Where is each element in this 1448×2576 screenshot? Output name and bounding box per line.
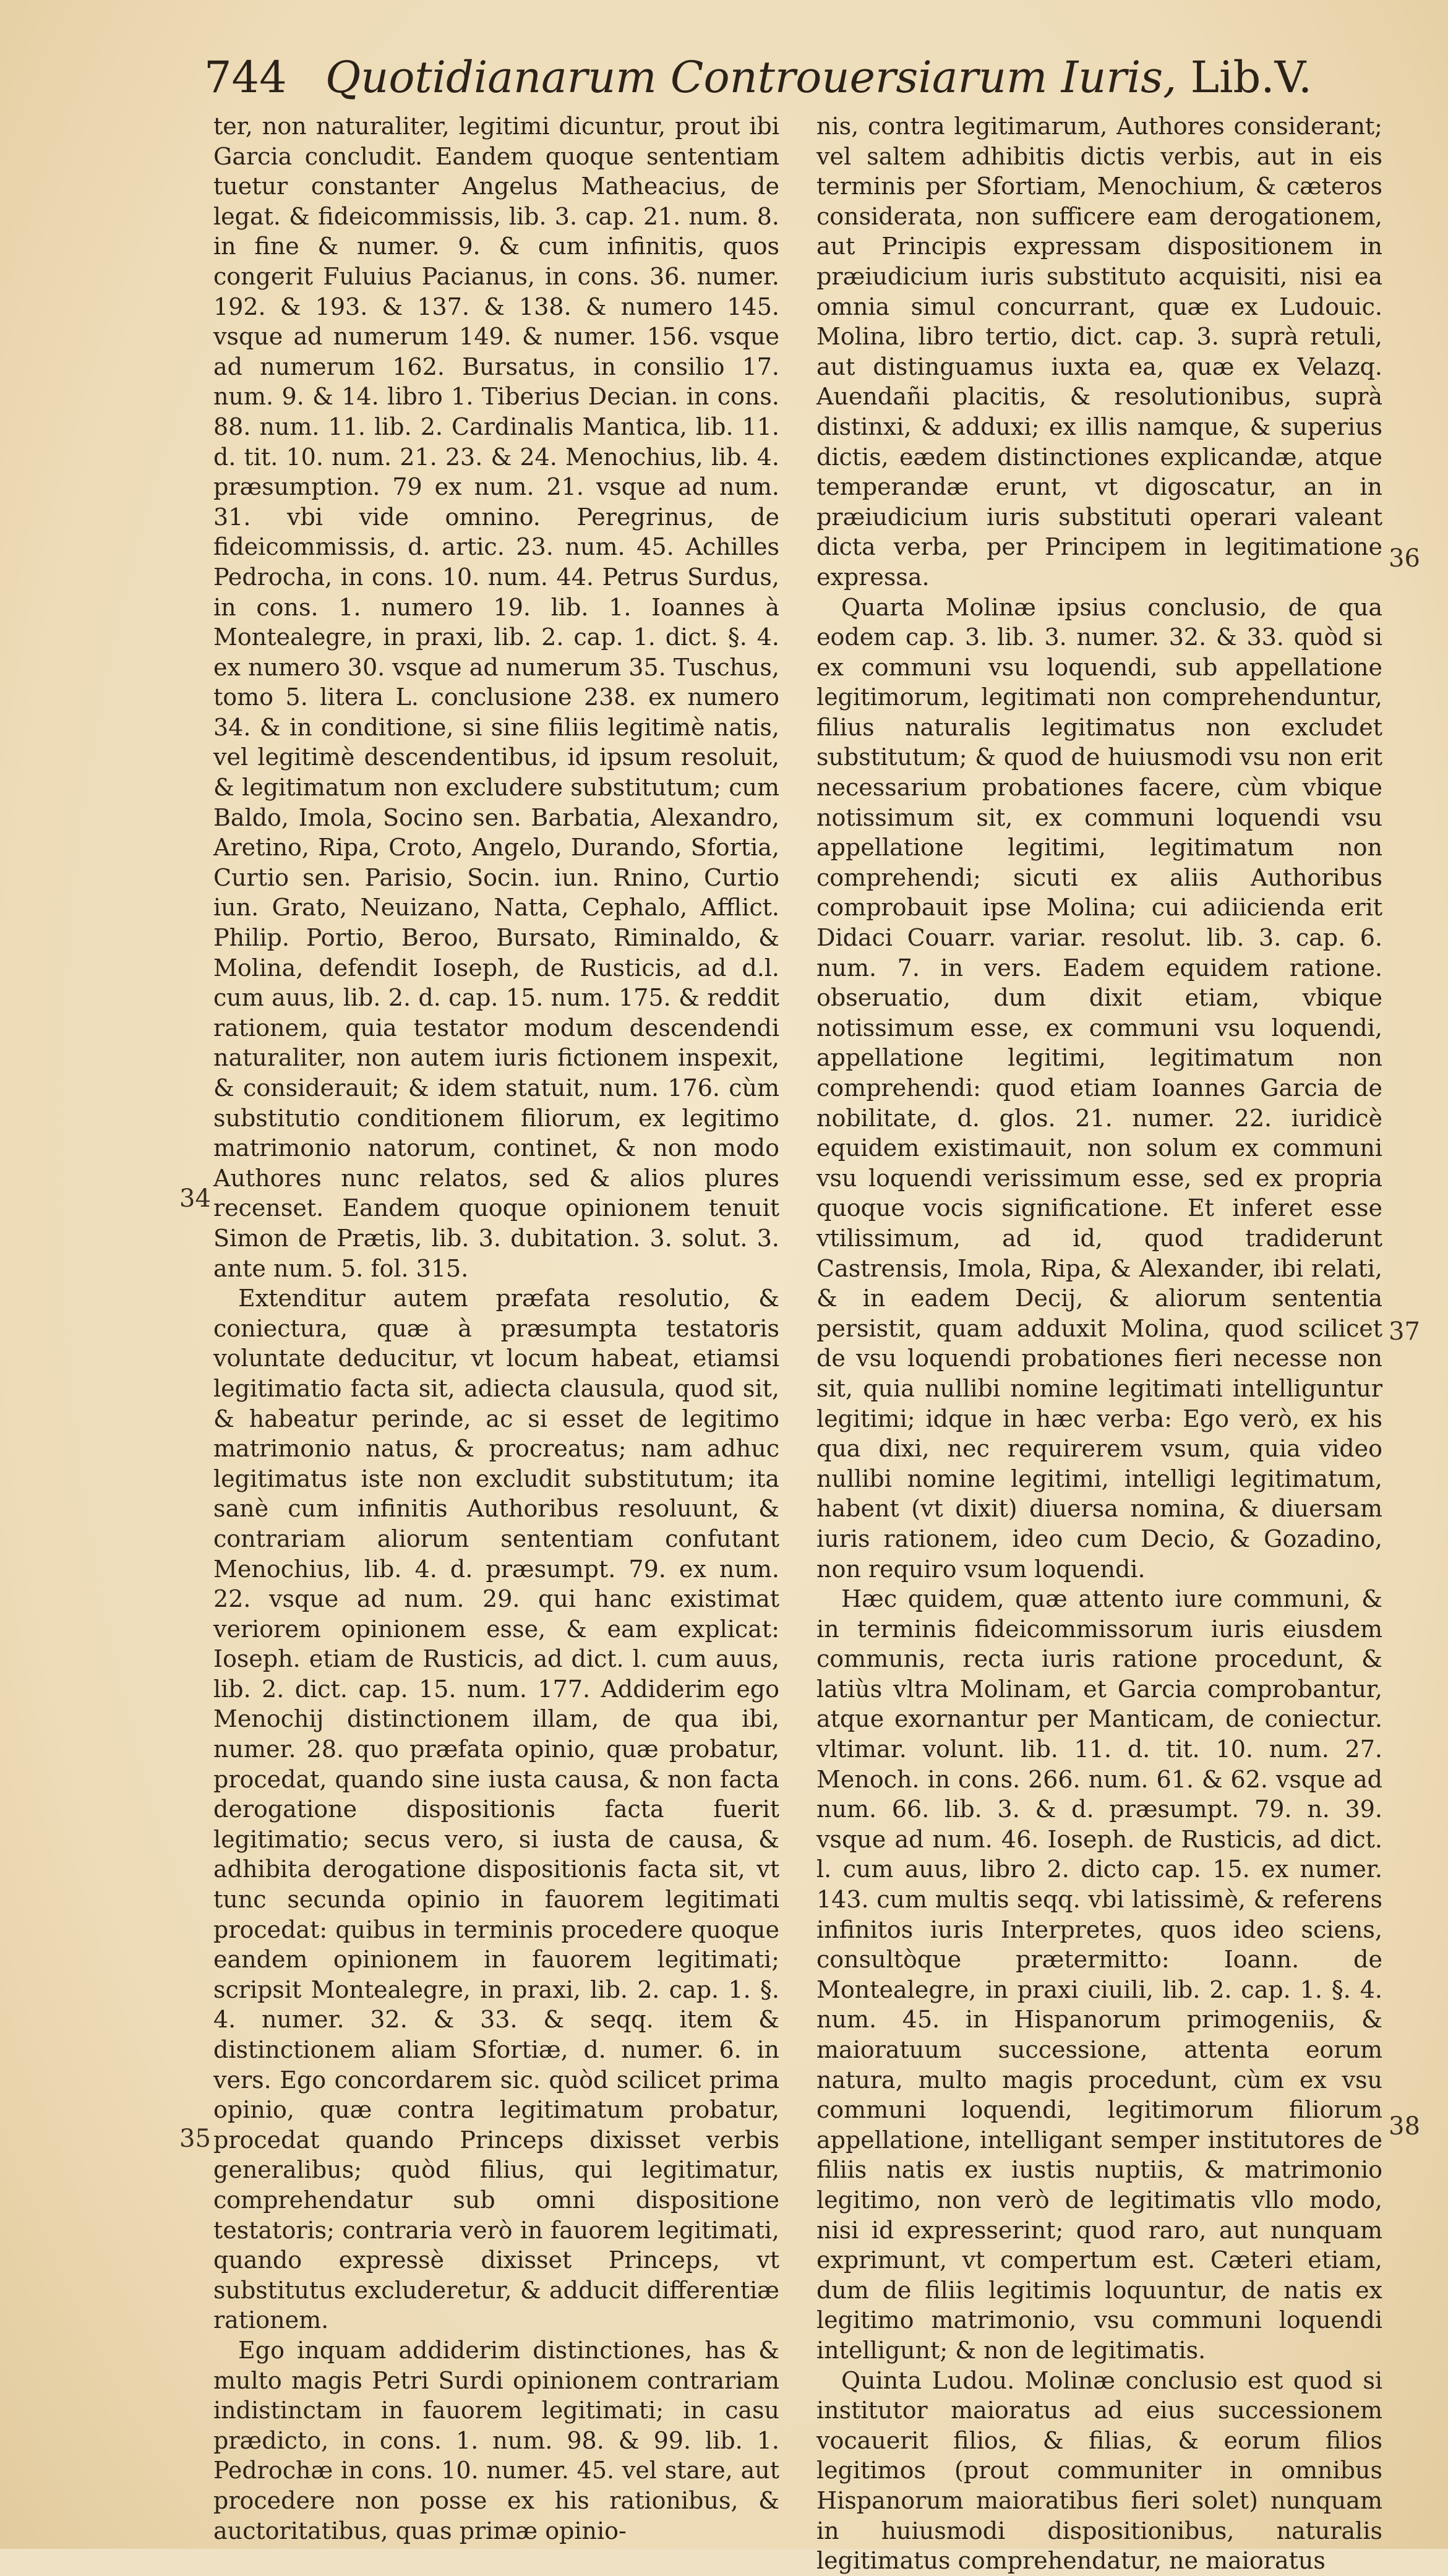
left-paragraph: ter, non naturaliter, legitimi dicuntur, prout ibi Garcia concludit. Eandem quoque sententiam tuetur constanter Angelus Matheacius, de legat. & fideicommissis, lib. 3. cap. 21. num. 8. in fine & numer. 9. & cum infinitis, quos congerit Fuluius Pacianus, in cons. 36. numer. 192. & 193. & 137. & 138. & numero 145. vsque ad numerum 149. & numer. 156. vsque ad numerum 162. Bursatus, in consilio 17. num. 9. & 14. libro 1. Tiberius Decian. in cons. 88. num. 11. lib. 2. Cardinalis Mantica, lib. 11. d. tit. 10. num. 21. 23. & 24. Menochius, lib. 4. præsumption. 79 ex num. 21. vsque ad num. 31. vbi vide omnino. Peregrinus, de fideicommissis, d. artic. 23. num. 45. Achilles Pedrocha, in cons. 10. num. 44. Petrus Surdus, in cons. 1. numero 19. lib. 1. Ioannes à Montealegre, in praxi, lib. 2. cap. 1. dict. §. 4. ex numero 30. vsque ad numerum 35. Tuschus, tomo 5. litera L. conclusione 238. ex numero 34. & in conditione, si sine filiis legitimè natis, vel legitimè descendentibus, id ipsum resoluit, & legitimatum non excludere substitutum; cum Baldo, Imola, Socino sen. Barbatia, Alexandro, Aretino, Ripa, Croto, Angelo, Durando, Sfortia, Curtio sen. Parisio, Socin. iun. Rnino, Curtio iun. Grato, Neuizano, Natta, Cephalo, Afflict. Philip. Portio, Beroo, Bursato, Riminaldo, & Molina, defendit Ioseph, de Rusticis, ad d.l. cum auus, lib. 2. d. cap. 15. num. 175. & reddit rationem, quia testator modum descendendi naturaliter, non autem iuris fictionem inspexit, & considerauit; & idem statuit, num. 176. cùm substitutio conditionem filiorum, ex legitimo matrimonio natorum, continet, & non modo Authores nunc relatos, sed & alios plures recenset. Eandem quoque opinionem tenuit Simon de Prætis, lib. 3. dubitation. 3. solut. 3. ante num. 5. fol. 315. (213, 113, 779, 1282)
margin-number: 36 (1389, 544, 1420, 573)
margin-number: 37 (1389, 1317, 1420, 1346)
right-paragraph: Quarta Molinæ ipsius conclusio, de qua eodem cap. 3. lib. 3. numer. 32. & 33. quòd si ex communi vsu loquendi, sub appellatione legitimorum, legitimati non comprehenduntur, filius naturalis legitimatus non excludet substitutum; & quod de huiusmodi vsu non erit necessarium probationes facere, cùm vbique notissimum sit, ex communi loquendi vsu appellatione legitimi, legitimatum non comprehendi; sicuti ex aliis Authoribus comprobauit ipse Molina; cui adiicienda erit Didaci Couarr. variar. resolut. lib. 3. cap. 6. num. 7. in vers. Eadem equidem ratione. obseruatio, dum dixit etiam, vbique notissimum esse, ex communi vsu loquendi, appellatione legitimi, legitimatum non comprehendi: quod etiam Ioannes Garcia de nobilitate, d. glos. 21. numer. 22. iuridicè equidem existimauit, non solum ex communi vsu loquendi verissimum esse, sed ex propria quoque vocis significatione. Et inferet esse vtilissimum, ad id, quod tradiderunt Castrensis, Imola, Ripa, & Alexander, ibi relati, & in eadem Decij, & aliorum sententia persistit, quam adduxit Molina, quod scilicet de vsu loquendi probationes fieri necesse non sit, quia nullibi nomine legitimati intelliguntur legitimi; idque in hæc verba: Ego verò, ex his qua dixi, nec requirerem vsum, quia video nullibi nomine legitimi, intelligi legitimatum, habent (vt dixit) diuersa nomina, & diuersam iuris rationem, ideo cum Decio, & Gozadino, non requiro vsum loquendi. (816, 593, 1382, 1583)
running-title: Quotidianarum Controuersiarum Iuris, (325, 52, 1177, 103)
margin-number: 34 (179, 1184, 211, 1213)
right-column (816, 111, 1382, 2576)
page-number: 744 (204, 52, 287, 103)
left-column (213, 111, 779, 2546)
right-paragraph: Quinta Ludou. Molinæ conclusio est quod si institutor maioratus ad eius successionem vocauerit filios, & filias, & eorum filios legitimos (prout communiter in omnibus Hispanorum maioratibus fieri solet) nunquam in huiusmodi dispositionibus, naturalis legitimatus comprehendatur, ne maioratus (816, 2366, 1382, 2575)
running-header (204, 43, 1313, 111)
left-paragraph: Ego inquam addiderim distinctiones, has & multo magis Petri Surdi opinionem contrariam indistinctam in fauorem legitimati; in casu prædicto, in cons. 1. num. 98. & 99. lib. 1. Pedrochæ in cons. 10. numer. 45. vel stare, aut procedere non posse ex his rationibus, & auctoritatibus, quas primæ opinio- (213, 2336, 779, 2544)
margin-number: 38 (1389, 2112, 1420, 2141)
book-label: Lib.V. (1190, 52, 1313, 103)
right-paragraph: nis, contra legitimarum, Authores considerant; vel saltem adhibitis dictis verbis, aut in eis terminis per Sfortiam, Menochium, & cæteros considerata, non sufficere eam derogationem, aut Principis expressam dispositionem in præiudicium iuris substituto acquisiti, nisi ea omnia simul concurrant, quæ ex Ludouic. Molina, libro tertio, dict. cap. 3. suprà retuli, aut distinguamus iuxta ea, quæ ex Velazq. Auendañi placitis, & resolutionibus, suprà distinxi, & adduxi; ex illis namque, & superius dictis, eædem distinctiones explicandæ, atque temperandæ erunt, vt digoscatur, an in præiudicium iuris substituti operari valeant dicta verba, per Principem in legitimatione expressa. (816, 113, 1382, 591)
margin-number: 35 (179, 2125, 211, 2153)
left-paragraph: Extenditur autem præfata resolutio, & coniectura, quæ à præsumpta testatoris voluntate deducitur, vt locum habeat, etiamsi legitimatio facta sit, adiecta clausula, quod sit, & habeatur perinde, ac si esset de legitimo matrimonio natus, & procreatus; nam adhuc legitimatus iste non excludit substitutum; ita sanè cum infinitis Authoribus resoluunt, & contrariam aliorum sententiam confutant Menochius, lib. 4. d. præsumpt. 79. ex num. 22. vsque ad num. 29. qui hanc existimat veriorem opinionem esse, & eam explicat: Ioseph. etiam de Rusticis, ad dict. l. cum auus, lib. 2. dict. cap. 15. num. 177. Addiderim ego Menochij distinctionem illam, de qua ibi, numer. 28. quo præfata opinio, quæ probatur, procedat, quando sine iusta causa, & non facta derogatione dispositionis facta fuerit legitimatio; secus vero, si iusta de causa, & adhibita derogatione dispositionis facta sit, vt tunc secunda opinio in fauorem legitimati procedat: quibus in terminis procedere quoque eandem opinionem in fauorem legitimati; scripsit Montealegre, in praxi, lib. 2. cap. 1. §. 4. numer. 32. & 33. & seqq. item & distinctionem aliam Sfortiæ, d. numer. 6. in vers. Ego concordarem sic. quòd scilicet prima opinio, quæ contra legitimatum probatur, procedat quando Princeps dixisset verbis generalibus; quòd filius, qui legitimatur, comprehendatur sub omni dispositione testatoris; contraria verò in fauorem legitimati, quando expressè dixisset Princeps, vt substitutus excluderetur, & adducit differentiæ rationem. (213, 1285, 779, 2334)
right-paragraph: Hæc quidem, quæ attento iure communi, & in terminis fideicommissorum iuris eiusdem communis, recta iuris ratione procedunt, & latiùs vltra Molinam, et Garcia comprobantur, atque exornantur per Manticam, de coniectur. vltimar. volunt. lib. 11. d. tit. 10. num. 27. Menoch. in cons. 266. num. 61. & 62. vsque ad num. 66. lib. 3. & d. præsumpt. 79. n. 39. vsque ad num. 46. Ioseph. de Rusticis, ad dict. l. cum auus, libro 2. dicto cap. 15. ex numer. 143. cum multis seqq. vbi latissimè, & referens infinitos iuris Interpretes, quos ideo sciens, consultòque prætermitto: Ioann. de Montealegre, in praxi ciuili, lib. 2. cap. 1. §. 4. num. 45. in Hispanorum primogeniis, & maioratuum successione, attenta eorum natura, multo magis procedunt, cùm ex vsu communi loquendi, legitimorum filiorum appellatione, intelligant semper institutores de filiis natis ex iustis nuptiis, & matrimonio legitimo, non verò de legitimatis vllo modo, nisi id expresserint; quod raro, aut nunquam exprimunt, vt compertum est. Cæteri etiam, dum de filiis legitimis loquuntur, de natis ex legitimo matrimonio, vsu communi loquendi intelligunt; & non de legitimatis. (816, 1585, 1382, 2364)
